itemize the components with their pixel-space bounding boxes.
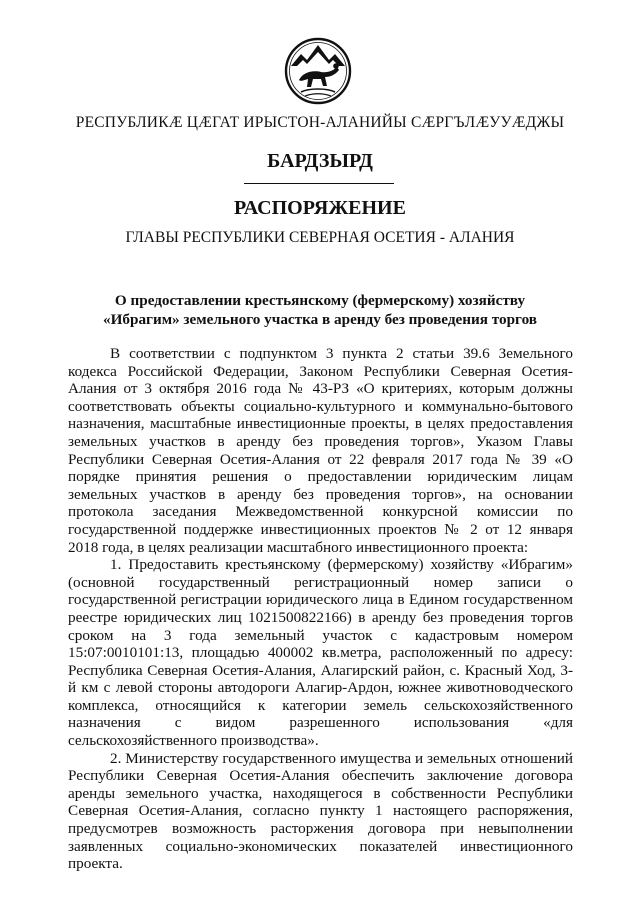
document-title-line-1: О предоставлении крестьянскому (фермерскому) хозяйству	[114, 292, 526, 309]
document-title	[60, 291, 580, 329]
emblem-snow-leopard-icon	[283, 36, 353, 106]
title-russian: РАСПОРЯЖЕНИЕ	[234, 197, 406, 219]
preamble-paragraph: В соответствии с подпунктом 3 пункта 2 статьи 39.6 Земельного кодекса Российской Федерации, Законом Республики Северная Осетия-Алания от 3 октября 2016 года № 43-РЗ «О критериях, которым должны соответствовать объекты социально-культурного и коммунально-бытового назначения, масштабные инвестиционные проекты, в целях предоставления земельных участков в аренду без проведения торгов», Указом Главы Республики Северная Осетия-Алания от 22 февраля 2017 года № 39 «О порядке принятия решения о предоставлении юридическим лицам земельных участков в аренду без проведения торгов», на основании протокола заседания Межведомственной конкурсной комиссии по государственной поддержке инвестиционных проектов № 2 от 12 января 2018 года, в целях реализации масштабного инвестиционного проекта:	[68, 345, 573, 556]
title-ossetian: БАРДЗЫРД	[267, 150, 373, 172]
title-divider	[244, 183, 394, 184]
item-1-paragraph: 1. Предоставить крестьянскому (фермерскому) хозяйству «Ибрагим» (основной государственный регистрационный номер записи о государственной регистрации юридического лица в Едином государственном реестре юридических лиц 1021500822166) в аренду без проведения торгов сроком на 3 года земельный участок с кадастровым номером 15:07:0010101:13, площадью 400002 кв.метра, расположенный по адресу: Республика Северная Осетия-Алания, Алагирский район, с. Красный Ход, 3-й км с левой стороны автодороги Алагир-Ардон, южнее животноводческого комплекса, относящийся к категории земель сельскохозяйственного назначения с видом разрешенного использования «для сельскохозяйственного производства».	[68, 556, 573, 750]
item-2-paragraph: 2. Министерству государственного имущества и земельных отношений Республики Северная Осетия-Алания обеспечить заключение договора аренды земельного участка, находящегося в собственности Республики Северная Осетия-Алания, согласно пункту 1 настоящего распоряжения, предусмотрев возможность расторжения договора при невыполнении заявленных социально-экономических показателей инвестиционного проекта.	[68, 749, 573, 873]
document-body	[68, 345, 573, 873]
document-subtitle: ГЛАВЫ РЕСПУБЛИКИ СЕВЕРНАЯ ОСЕТИЯ - АЛАНИЯ	[125, 229, 515, 246]
document-title-line-2: «Ибрагим» земельного участка в аренду без проведения торгов	[103, 311, 537, 328]
republic-header-ossetian: РЕСПУБЛИКÆ ЦÆГАТ ИРЫСТОН-АЛАНИЙЫ СÆРГЪЛÆУУÆДЖЫ	[75, 114, 565, 131]
